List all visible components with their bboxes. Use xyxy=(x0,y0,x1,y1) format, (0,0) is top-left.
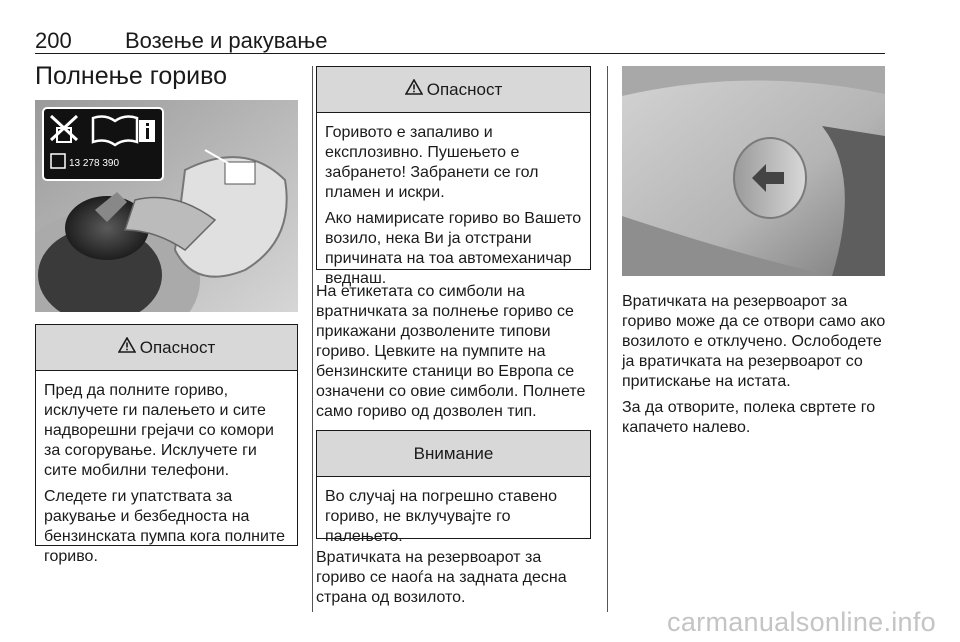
column-divider-left xyxy=(312,66,313,612)
watermark: carmanualsonline.info xyxy=(667,607,936,637)
right-column-text xyxy=(622,292,890,438)
section-title: Полнење гориво xyxy=(35,62,228,90)
label-code: 13 278 390 xyxy=(69,158,120,169)
danger-box-1-title: Опасност xyxy=(139,337,216,357)
danger-box-2-paragraph: Горивото е запаливо и експлозивно. Пушењето е забрането! Забранети се гол пламен и искри. xyxy=(325,124,539,201)
danger-box-2-header xyxy=(317,67,590,113)
fuel-door-illustration xyxy=(622,66,885,276)
danger-box-1 xyxy=(35,324,298,565)
page-header xyxy=(35,28,885,54)
danger-box-1-paragraph: Пред да полните гориво, исклучете ги палењето и сите надворешни грејачи со комори за согорување. Исклучете ги сите мобилни телефони. xyxy=(44,382,274,479)
caution-box-text: Во случај на погрешно ставено гориво, не вклучувајте го палењето. xyxy=(325,488,557,545)
fuel-label-text: На етикетата со симболи на вратничката за полнење гориво се прикажани дозволените типови гориво. Цевките на пумпите на бензинските станици во Европа се означени со овие симболи. Полнете само гориво од дозволен тип. xyxy=(316,283,586,420)
danger-box-2 xyxy=(316,66,591,287)
fuel-filler-photo xyxy=(35,100,298,312)
danger-box-1-header xyxy=(36,325,297,371)
danger-box-1-paragraph: Следете ги упатствата за ракување и безбедноста на бензинската пумпа кога полните гориво. xyxy=(44,488,285,565)
warning-triangle-icon xyxy=(405,79,423,100)
fuel-door-open-text: Вратичката на резервоарот за гориво може да се отвори само ако возилото е отклучено. Ослободете ја вратичката на резервоарот со притискање на истата. xyxy=(622,293,886,390)
fuel-label-inset xyxy=(43,108,163,180)
warning-triangle-icon xyxy=(118,337,136,358)
cap-open-text: За да отворите, полека свртете го капачето налево. xyxy=(622,399,876,436)
danger-box-2-paragraph: Ако намирисате гориво во Вашето возило, нека Ви ја отстрани причината на тоа автомеханичар веднаш. xyxy=(325,210,582,287)
caution-box xyxy=(316,430,591,545)
chapter-title: Возење и ракување xyxy=(125,28,328,53)
column-divider-right xyxy=(607,66,608,612)
caution-box-header xyxy=(317,431,590,477)
fuel-filler-illustration xyxy=(35,100,298,312)
caution-box-title: Внимание xyxy=(413,443,494,463)
danger-box-2-title: Опасност xyxy=(426,79,503,99)
filler-location-text: Вратичката на резервоарот за гориво се наоѓа на задната десна страна од возилото. xyxy=(316,549,567,606)
page-number: 200 xyxy=(35,28,72,53)
fuel-door-photo xyxy=(622,66,885,276)
